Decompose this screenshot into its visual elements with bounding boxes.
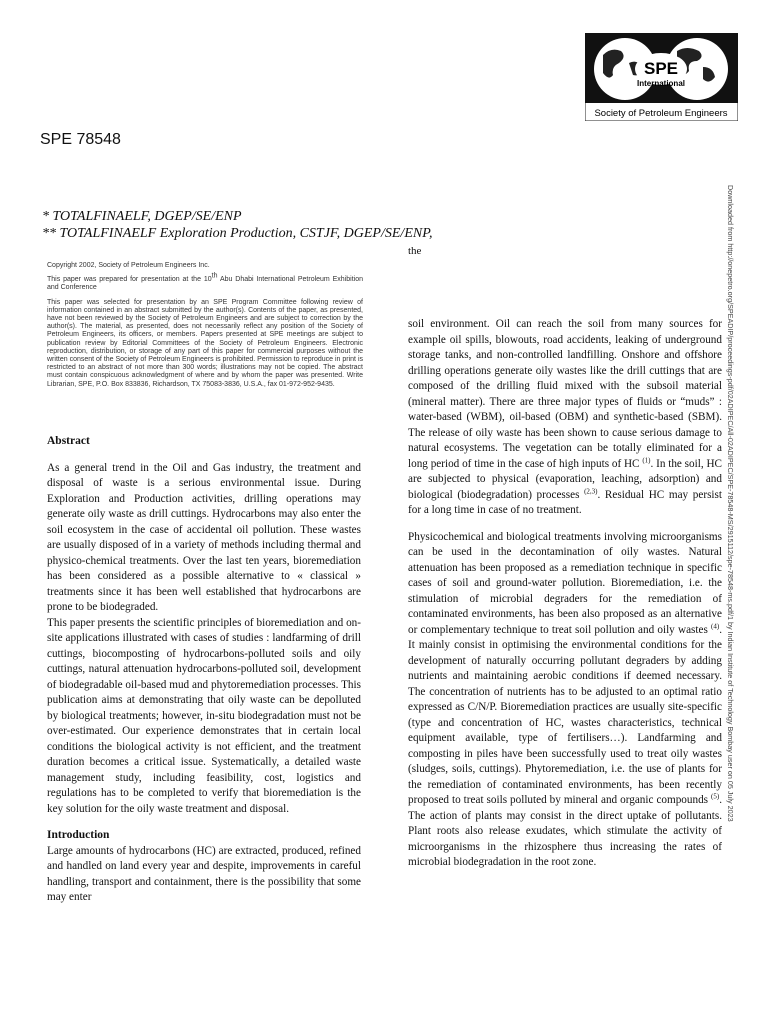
citation-ref: (2,3)	[584, 486, 598, 495]
body-paragraph: soil environment. Oil can reach the soil from many sources for example oil spills, blowouts, road accidents, leaking of underground storage tanks, and non-controlled landfilling. Onshore and offshore drilling operations generate oily wastes like the drill cuttings that are composed of the drilling fluid mixed with the subsoil material (mineral matter). There are three major types of fluids or “muds” : water-based (WBM), oil-based (OBM) and synthetic-based (SBM). The release of oily waste has been shown to cause serious damage to natural ecosystems. The vegetation can be totally eliminated for a long period of time in the case of high inputs of HC $^{(1)}$. In the soil, HC are subjected to physical (evaporation, leaching, adsorption) and biological (biodegradation) processes $^{(2,3)}$. Residual HC may persist for a long time in case of no treatment.	[408, 318, 722, 516]
paper-number: SPE 78548	[40, 131, 121, 148]
left-column	[47, 434, 361, 906]
body-paragraph: Physicochemical and biological treatments involving microorganisms can be used in the decontamination of oily wastes. Natural attenuation has been proposed as a remediation technique in specific cases of soil and ground-water pollution. Bioremediation, i.e. the stimulation of microbial degraders for the remediation of contaminated environments, has been also proposed as an alternative or complementary technique to treat soil pollution and oily wastes $^{(4)}$. It mainly consist in optimising the environmental conditions for the development of naturally occurring pollutant degraders by adding nutrients and maintaining aerobic conditions if deemed necessary. The concentration of nutrients has to be adjusted to an optimal ratio expressed as C/N/P. Bioremediation practices are usually site-specific (type and concentration of HC, wastes characteristics, technical equipment available, type of fertilisers…). Landfarming and composting in piles have been successfully used to treat oily wastes (sludges, soils, cuttings). Phytoremediation, i.e. the use of plants for the remediation of contaminated environments, has been recently proposed to treat soils polluted by mineral and organic compounds $^{(5)}$. The action of plants may consist in the direct uptake of pollutants. Plant roots also release exudates, which stimulate the activity of microorganisms in the rhizosphere thus increasing the rates of microbial biodegradation in the root zone.	[408, 530, 722, 868]
stray-word: the	[408, 245, 422, 257]
introduction-heading: Introduction	[47, 829, 110, 841]
download-watermark: Downloaded from http://onepetro.org/SPEADIP/proceedings-pdf/02ADIPEC/All-02ADIPEC/SPE-78548-MS/2915112/spe-78548-ms.pdf/1 by Indian Institute of Technology Bombay user on 05 July 2023	[726, 185, 735, 822]
citation-ref: (1)	[642, 455, 651, 464]
abstract-heading: Abstract	[47, 435, 90, 447]
copyright-line: Copyright 2002, Society of Petroleum Engineers Inc.	[47, 262, 210, 269]
review-disclaimer: This paper was selected for presentation by an SPE Program Committee following review of information contained in an abstract submitted by the author(s). Contents of the paper, as presented, have not been reviewed by the Society of Petroleum Engineers and are subject to correction by the author(s). The material, as presented, does not necessarily reflect any position of the Society of Petroleum Engineers, its officers, or members. Papers presented at SPE meetings are subject to publication review by Editorial Committees of the Society of Petroleum Engineers. Electronic reproduction, distribution, or storage of any part of this paper for commercial purposes without the written consent of the Society of Petroleum Engineers is prohibited. Permission to reproduce in print is restricted to an abstract of not more than 300 words; illustrations may not be copied. The abstract must contain conspicuous acknowledgment of where and by whom the paper was presented. Write Librarian, SPE, P.O. Box 833836, Richardson, TX 75083-3836, U.S.A., fax 01-972-952-9435.	[47, 298, 363, 388]
abstract-paragraph: This paper presents the scientific principles of bioremediation and on-site applications illustrated with cases of studies : landfarming of drill cuttings, biocomposting of hydrocarbons-polluted soils and oily cuttings, natural attenuation hydrocarbons-polluted soil, development of biodegradable oil-based mud and phytoremediation processes. This publication aims at demonstrating that oily waste can be depolluted by biological treatments; however, in-situ biodegradation must not be over-estimated. Our experience demonstrates that in certain local conditions the biological activity is not efficient, and the treatment duration becomes a critical issue. Systematically, a detailed waste management study, including feasibility, cost, logistics and regulations has to be completed to verify that bioremediation is the key solution for the oily waste treatment and disposal.	[47, 616, 361, 815]
right-column	[408, 317, 722, 871]
citation-ref: (5)	[711, 792, 720, 801]
copyright-block	[47, 262, 363, 395]
affiliations	[42, 208, 432, 242]
introduction-paragraph: Large amounts of hydrocarbons (HC) are extracted, produced, refined and handled on land every year and despite, improvements in careful handling, transport and containment, there is the possibility that some may enter	[47, 844, 361, 903]
citation-ref: (4)	[711, 621, 720, 630]
affiliation-2: ** TOTALFINAELF Exploration Production, CSTJF, DGEP/SE/ENP,	[42, 226, 433, 241]
logo-spe-text: SPE	[643, 59, 679, 78]
logo-caption: Society of Petroleum Engineers	[594, 108, 728, 119]
spe-logo	[585, 33, 738, 121]
abstract-paragraph: As a general trend in the Oil and Gas industry, the treatment and disposal of waste is a serious environmental issue. During Exploration and Production activities, drilling operations may generate oily waste as drill cuttings. Hydrocarbons may also enter the soil ecosystem in the case of accidental oil pollution. These wastes are usually disposed of in a variety of methods including thermal and physico-chemical treatments. Over the last ten years, bioremediation has been considered as a possible alternative to « classical » treatments since it has been well established that hydrocarbons are prone to be biodegraded.	[47, 461, 361, 613]
affiliation-1: * TOTALFINAELF, DGEP/SE/ENP	[42, 209, 242, 224]
presentation-note: This paper was prepared for presentation at the 10th Abu Dhabi International Petroleum Exhibition and Conference	[47, 272, 363, 292]
logo-international-text: International	[636, 79, 686, 88]
